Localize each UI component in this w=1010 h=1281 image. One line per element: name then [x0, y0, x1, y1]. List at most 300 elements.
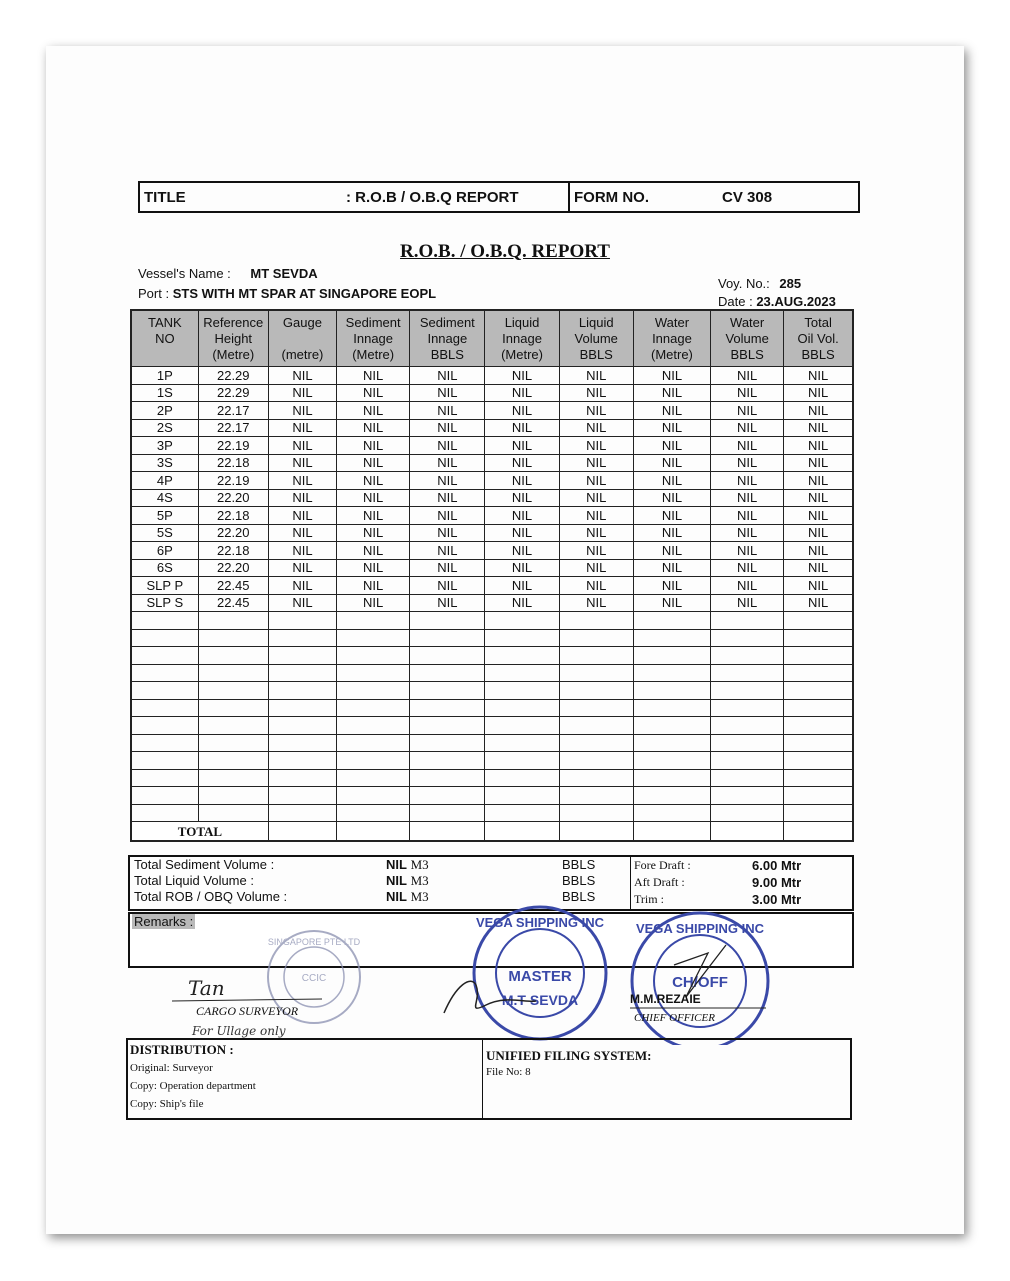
trim-label: Trim :	[634, 892, 664, 906]
value-cell: NIL	[633, 472, 710, 490]
summary-divider	[630, 857, 631, 909]
form-label: FORM NO.	[574, 189, 649, 206]
empty-cell	[268, 717, 336, 735]
empty-cell	[784, 699, 853, 717]
liquid-volume-value: NIL M3	[386, 873, 429, 888]
tank-cell: 2S	[131, 419, 198, 437]
tank-table	[130, 309, 854, 842]
table-row	[131, 419, 853, 437]
value-cell: 22.18	[198, 454, 268, 472]
value-cell: NIL	[711, 472, 784, 490]
empty-cell	[633, 769, 710, 787]
value-cell: NIL	[337, 437, 410, 455]
value-cell: NIL	[711, 419, 784, 437]
empty-cell	[198, 752, 268, 770]
empty-cell	[410, 769, 485, 787]
aft-draft-label: Aft Draft :	[634, 875, 685, 889]
title-box	[138, 181, 860, 213]
column-header: TANK NO	[131, 310, 198, 367]
empty-cell	[337, 647, 410, 665]
value-cell: NIL	[410, 542, 485, 560]
value-cell: NIL	[485, 419, 559, 437]
value-cell: NIL	[633, 402, 710, 420]
empty-cell	[559, 752, 633, 770]
empty-cell	[337, 769, 410, 787]
rob-volume-value: NIL M3	[386, 889, 429, 904]
value-cell: NIL	[410, 507, 485, 525]
empty-cell	[131, 734, 198, 752]
value-cell: NIL	[784, 454, 853, 472]
value-cell: 22.19	[198, 437, 268, 455]
value-cell: NIL	[268, 384, 336, 402]
value-cell: NIL	[633, 367, 710, 385]
table-row	[131, 542, 853, 560]
value-cell: NIL	[268, 577, 336, 595]
surveyor-stamp-top: SINGAPORE PTE LTD	[267, 937, 361, 947]
empty-cell	[633, 629, 710, 647]
value-cell: NIL	[784, 437, 853, 455]
title-divider	[568, 183, 570, 211]
column-header: Sediment Innage BBLS	[410, 310, 485, 367]
column-header: Reference Height (Metre)	[198, 310, 268, 367]
tank-cell: 1P	[131, 367, 198, 385]
value-cell: NIL	[268, 507, 336, 525]
surveyor-signature: Tan	[188, 976, 225, 1000]
empty-cell	[784, 787, 853, 805]
blank-row	[131, 804, 853, 822]
value-cell: NIL	[559, 419, 633, 437]
empty-cell	[198, 612, 268, 630]
tank-cell: 1S	[131, 384, 198, 402]
blank-row	[131, 612, 853, 630]
empty-cell	[485, 629, 559, 647]
blank-row	[131, 629, 853, 647]
value-cell: NIL	[268, 419, 336, 437]
blank-row	[131, 664, 853, 682]
value-cell: NIL	[337, 507, 410, 525]
value-cell: NIL	[711, 594, 784, 612]
empty-cell	[198, 769, 268, 787]
value-cell: NIL	[559, 524, 633, 542]
value-cell: NIL	[337, 577, 410, 595]
value-cell: NIL	[784, 367, 853, 385]
empty-cell	[633, 787, 710, 805]
empty-cell	[784, 752, 853, 770]
empty-cell	[198, 699, 268, 717]
value-cell: NIL	[711, 454, 784, 472]
value-cell: 22.20	[198, 524, 268, 542]
value-cell: NIL	[337, 472, 410, 490]
empty-cell	[711, 612, 784, 630]
empty-cell	[198, 682, 268, 700]
column-header: Water Innage (Metre)	[633, 310, 710, 367]
empty-cell	[784, 734, 853, 752]
value-cell: NIL	[410, 402, 485, 420]
value-cell: 22.18	[198, 507, 268, 525]
value-cell: NIL	[337, 402, 410, 420]
fore-draft-label: Fore Draft :	[634, 858, 691, 872]
empty-cell	[485, 647, 559, 665]
value-cell: NIL	[485, 489, 559, 507]
empty-cell	[268, 804, 336, 822]
value-cell: NIL	[410, 489, 485, 507]
value-cell: NIL	[784, 489, 853, 507]
empty-cell	[633, 682, 710, 700]
surveyor-note: For Ullage only	[192, 1024, 286, 1038]
value-cell: NIL	[485, 454, 559, 472]
value-cell: NIL	[559, 472, 633, 490]
value-cell: NIL	[711, 559, 784, 577]
empty-cell	[485, 769, 559, 787]
value-cell: NIL	[268, 524, 336, 542]
tank-cell: 4S	[131, 489, 198, 507]
empty-cell	[337, 612, 410, 630]
aft-draft-value: 9.00 Mtr	[752, 875, 802, 890]
signature-area	[126, 905, 866, 1045]
liquid-bbls: BBLS	[562, 873, 596, 888]
form-value: CV 308	[722, 189, 773, 206]
value-cell: NIL	[784, 594, 853, 612]
table-row	[131, 384, 853, 402]
value-cell: NIL	[633, 524, 710, 542]
empty-cell	[559, 699, 633, 717]
value-cell: NIL	[410, 594, 485, 612]
empty-cell	[633, 612, 710, 630]
distribution-line-1: Original: Surveyor	[130, 1062, 213, 1074]
master-stamp-name: M.T SEVDA	[501, 992, 579, 1008]
blank-row	[131, 717, 853, 735]
empty-cell	[559, 664, 633, 682]
port-value: STS WITH MT SPAR AT SINGAPORE EOPL	[172, 286, 437, 301]
value-cell: NIL	[559, 454, 633, 472]
empty-cell	[198, 629, 268, 647]
empty-cell	[337, 734, 410, 752]
empty-cell	[784, 629, 853, 647]
value-cell: NIL	[711, 507, 784, 525]
empty-cell	[410, 682, 485, 700]
empty-cell	[410, 787, 485, 805]
table-row	[131, 489, 853, 507]
sediment-label: Total Sediment Volume :	[134, 857, 275, 872]
rob-label: Total ROB / OBQ Volume :	[134, 889, 288, 904]
table-row	[131, 367, 853, 385]
table-row	[131, 577, 853, 595]
empty-cell	[198, 717, 268, 735]
tank-cell: SLP P	[131, 577, 198, 595]
value-cell: NIL	[485, 402, 559, 420]
empty-cell	[410, 612, 485, 630]
empty-cell	[784, 664, 853, 682]
table-row	[131, 402, 853, 420]
vessel-label: Vessel's Name :	[138, 266, 231, 281]
empty-cell	[711, 664, 784, 682]
voy-line	[718, 276, 801, 291]
title-value: : R.O.B / O.B.Q REPORT	[346, 189, 519, 206]
empty-cell	[784, 647, 853, 665]
value-cell: NIL	[784, 472, 853, 490]
value-cell: NIL	[559, 542, 633, 560]
value-cell: NIL	[711, 542, 784, 560]
master-stamp-ring: VEGA SHIPPING INC	[475, 915, 605, 930]
value-cell: NIL	[559, 402, 633, 420]
empty-cell	[485, 699, 559, 717]
empty-cell	[485, 664, 559, 682]
empty-cell	[485, 787, 559, 805]
empty-cell	[410, 752, 485, 770]
value-cell: NIL	[268, 472, 336, 490]
sediment-volume-value: NIL M3	[386, 857, 429, 872]
total-cell	[485, 822, 559, 842]
value-cell: NIL	[410, 524, 485, 542]
vessel-value: MT SEVDA	[250, 266, 318, 281]
chief-stamp-ring: VEGA SHIPPING INC	[635, 921, 765, 936]
trim-value: 3.00 Mtr	[752, 892, 802, 907]
empty-cell	[711, 734, 784, 752]
empty-cell	[131, 682, 198, 700]
table-row	[131, 559, 853, 577]
value-cell: NIL	[485, 524, 559, 542]
table-row	[131, 524, 853, 542]
total-cell	[410, 822, 485, 842]
empty-cell	[337, 752, 410, 770]
empty-cell	[131, 804, 198, 822]
empty-cell	[559, 647, 633, 665]
empty-cell	[410, 804, 485, 822]
distribution-title: DISTRIBUTION :	[130, 1042, 234, 1057]
empty-cell	[784, 717, 853, 735]
empty-cell	[198, 664, 268, 682]
value-cell: 22.45	[198, 577, 268, 595]
empty-cell	[131, 612, 198, 630]
chief-name: M.M.REZAIE	[630, 992, 701, 1006]
value-cell: 22.20	[198, 559, 268, 577]
date-line	[718, 294, 836, 309]
value-cell: NIL	[485, 384, 559, 402]
empty-cell	[337, 629, 410, 647]
value-cell: NIL	[337, 419, 410, 437]
surveyor-title: CARGO SURVEYOR	[196, 1004, 299, 1018]
empty-cell	[337, 699, 410, 717]
filing-title: UNIFIED FILING SYSTEM:	[486, 1048, 652, 1063]
empty-cell	[485, 717, 559, 735]
chief-title: CHIEF OFFICER	[634, 1012, 715, 1024]
value-cell: NIL	[410, 472, 485, 490]
empty-cell	[268, 629, 336, 647]
empty-cell	[410, 664, 485, 682]
blank-row	[131, 682, 853, 700]
tank-cell: 3P	[131, 437, 198, 455]
empty-cell	[131, 787, 198, 805]
value-cell: 22.45	[198, 594, 268, 612]
empty-cell	[337, 787, 410, 805]
value-cell: NIL	[337, 489, 410, 507]
value-cell: NIL	[784, 559, 853, 577]
empty-cell	[559, 682, 633, 700]
empty-cell	[485, 682, 559, 700]
empty-cell	[198, 804, 268, 822]
value-cell: NIL	[784, 577, 853, 595]
value-cell: 22.20	[198, 489, 268, 507]
empty-cell	[711, 752, 784, 770]
value-cell: NIL	[633, 437, 710, 455]
empty-cell	[711, 682, 784, 700]
vessel-line	[138, 266, 318, 281]
tank-cell: 3S	[131, 454, 198, 472]
blank-row	[131, 752, 853, 770]
empty-cell	[711, 787, 784, 805]
table-row	[131, 454, 853, 472]
value-cell: NIL	[268, 594, 336, 612]
empty-cell	[559, 734, 633, 752]
empty-cell	[711, 629, 784, 647]
value-cell: 22.29	[198, 384, 268, 402]
surveyor-stamp-center: CCIC	[301, 973, 327, 984]
table-row	[131, 472, 853, 490]
empty-cell	[784, 804, 853, 822]
voy-label: Voy. No.:	[718, 276, 770, 291]
column-header: Total Oil Vol. BBLS	[784, 310, 853, 367]
table-row	[131, 507, 853, 525]
value-cell: NIL	[784, 419, 853, 437]
value-cell: NIL	[268, 437, 336, 455]
tank-cell: 2P	[131, 402, 198, 420]
master-stamp	[474, 907, 606, 1039]
empty-cell	[268, 769, 336, 787]
empty-cell	[485, 612, 559, 630]
value-cell: NIL	[485, 559, 559, 577]
value-cell: NIL	[268, 489, 336, 507]
value-cell: NIL	[711, 524, 784, 542]
empty-cell	[268, 664, 336, 682]
empty-cell	[559, 629, 633, 647]
date-value: 23.AUG.2023	[756, 294, 836, 309]
tank-cell: 5S	[131, 524, 198, 542]
empty-cell	[131, 699, 198, 717]
value-cell: NIL	[268, 559, 336, 577]
value-cell: NIL	[485, 437, 559, 455]
value-cell: NIL	[410, 419, 485, 437]
value-cell: NIL	[337, 524, 410, 542]
empty-cell	[337, 682, 410, 700]
value-cell: NIL	[559, 507, 633, 525]
value-cell: NIL	[633, 454, 710, 472]
value-cell: NIL	[711, 384, 784, 402]
voy-value: 285	[779, 276, 802, 291]
empty-cell	[559, 769, 633, 787]
empty-cell	[131, 664, 198, 682]
total-cell	[559, 822, 633, 842]
value-cell: NIL	[410, 437, 485, 455]
tank-cell: 4P	[131, 472, 198, 490]
empty-cell	[485, 752, 559, 770]
value-cell: NIL	[633, 594, 710, 612]
value-cell: NIL	[268, 367, 336, 385]
title-label: TITLE	[144, 189, 186, 206]
empty-cell	[410, 647, 485, 665]
empty-cell	[268, 647, 336, 665]
tank-cell: 6P	[131, 542, 198, 560]
blank-row	[131, 647, 853, 665]
empty-cell	[131, 769, 198, 787]
empty-cell	[633, 734, 710, 752]
report-heading: R.O.B. / O.B.Q. REPORT	[400, 241, 610, 262]
total-cell	[633, 822, 710, 842]
empty-cell	[633, 752, 710, 770]
value-cell: 22.29	[198, 367, 268, 385]
value-cell: NIL	[559, 384, 633, 402]
empty-cell	[198, 647, 268, 665]
empty-cell	[410, 699, 485, 717]
value-cell: NIL	[711, 577, 784, 595]
empty-cell	[559, 612, 633, 630]
empty-cell	[784, 612, 853, 630]
empty-cell	[633, 717, 710, 735]
value-cell: NIL	[711, 437, 784, 455]
empty-cell	[198, 734, 268, 752]
empty-cell	[268, 734, 336, 752]
tank-cell: 6S	[131, 559, 198, 577]
column-header: Liquid Volume BBLS	[559, 310, 633, 367]
table-header-row	[131, 310, 853, 367]
value-cell: NIL	[485, 367, 559, 385]
value-cell: NIL	[784, 402, 853, 420]
column-header: Sediment Innage (Metre)	[337, 310, 410, 367]
empty-cell	[131, 717, 198, 735]
total-label: TOTAL	[131, 822, 268, 842]
port-label: Port :	[138, 286, 170, 301]
empty-cell	[633, 699, 710, 717]
value-cell: NIL	[559, 489, 633, 507]
empty-cell	[268, 752, 336, 770]
chief-stamp-title: CH/OFF	[672, 974, 728, 991]
value-cell: NIL	[410, 559, 485, 577]
column-header: Water Volume BBLS	[711, 310, 784, 367]
empty-cell	[337, 664, 410, 682]
value-cell: 22.19	[198, 472, 268, 490]
value-cell: NIL	[337, 454, 410, 472]
remarks-label: Remarks :	[134, 914, 194, 929]
table-body	[131, 367, 853, 842]
value-cell: NIL	[410, 367, 485, 385]
value-cell: 22.17	[198, 419, 268, 437]
tank-cell: 5P	[131, 507, 198, 525]
value-cell: NIL	[410, 454, 485, 472]
distribution-line-3: Copy: Ship's file	[130, 1098, 204, 1110]
empty-cell	[711, 769, 784, 787]
value-cell: NIL	[337, 542, 410, 560]
empty-cell	[633, 804, 710, 822]
empty-cell	[711, 699, 784, 717]
empty-cell	[633, 664, 710, 682]
port-line	[138, 286, 436, 301]
distribution-box	[126, 1038, 852, 1120]
empty-cell	[268, 612, 336, 630]
value-cell: NIL	[485, 577, 559, 595]
total-cell	[784, 822, 853, 842]
value-cell: 22.17	[198, 402, 268, 420]
value-cell: NIL	[784, 524, 853, 542]
value-cell: NIL	[633, 559, 710, 577]
empty-cell	[410, 734, 485, 752]
distribution-line-2: Copy: Operation department	[130, 1080, 256, 1092]
value-cell: NIL	[633, 384, 710, 402]
empty-cell	[198, 787, 268, 805]
value-cell: NIL	[337, 594, 410, 612]
value-cell: NIL	[410, 577, 485, 595]
blank-row	[131, 769, 853, 787]
value-cell: NIL	[633, 507, 710, 525]
total-cell	[711, 822, 784, 842]
